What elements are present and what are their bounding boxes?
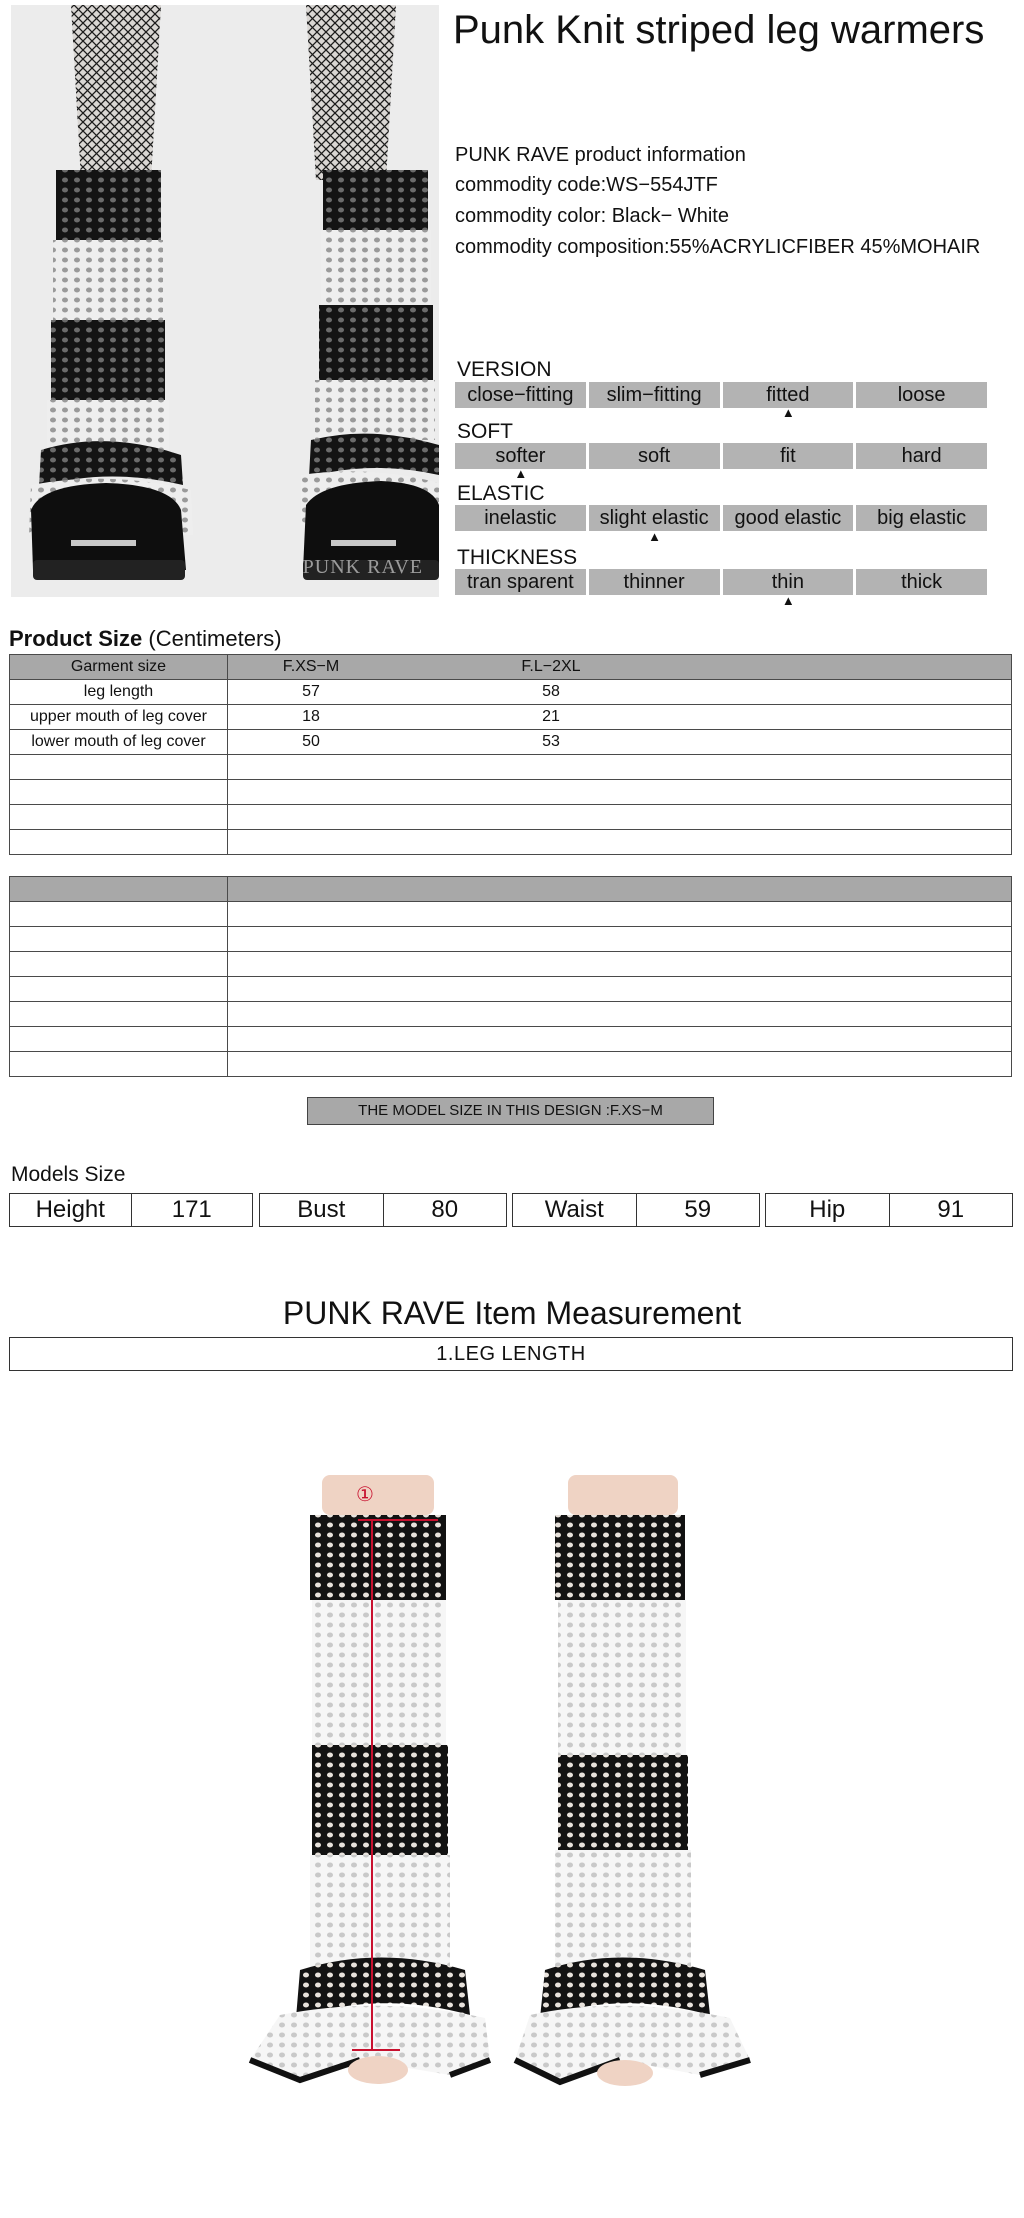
size-table-heading: [9, 626, 282, 652]
size-header: F.XS−M: [282, 658, 340, 675]
model-measure-value: 80: [383, 1194, 507, 1226]
watermark: PUNK RAVE: [302, 556, 423, 578]
scale-version: [455, 382, 987, 408]
commodity-composition: 55%ACRYLICFIBER 45%MOHAIR: [669, 236, 981, 258]
models-size-heading: Models Size: [11, 1163, 126, 1186]
scale-option: soft: [589, 443, 720, 469]
scale-option: softer: [455, 443, 586, 469]
commodity-code-label: commodity code:: [455, 174, 607, 196]
scale-option: tran sparent: [455, 569, 586, 595]
model-bust: [259, 1193, 507, 1227]
table-row-empty: [10, 977, 1012, 1002]
table-row-empty: [10, 952, 1012, 977]
model-hip: [765, 1193, 1013, 1227]
table-header-row: [10, 655, 1012, 680]
size-heading-unit: (Centimeters): [148, 626, 282, 651]
table-row-empty: [10, 902, 1012, 927]
commodity-color: Black− White: [611, 205, 729, 227]
scale-option: good elastic: [723, 505, 854, 531]
measurement-heading: PUNK RAVE Item Measurement: [282, 1295, 742, 1331]
scale-option: loose: [856, 382, 987, 408]
scale-title-elastic: ELASTIC: [457, 482, 545, 505]
cell-value: 18: [302, 708, 320, 725]
row-name: leg length: [10, 680, 228, 705]
cell-value: 58: [542, 683, 560, 700]
cell-value: 53: [542, 733, 560, 750]
model-measure-label: Waist: [544, 1196, 604, 1223]
commodity-composition-line: [455, 236, 980, 259]
table-row: [10, 705, 1012, 730]
selection-marker-icon: ▲: [514, 466, 528, 481]
scale-thickness: [455, 569, 987, 595]
model-size-note: THE MODEL SIZE IN THIS DESIGN :F.XS−M: [307, 1097, 714, 1125]
measurement-item: 1.LEG LENGTH: [9, 1337, 1013, 1371]
info-header: PUNK RAVE product information: [455, 144, 746, 166]
commodity-color-line: [455, 205, 729, 228]
commodity-composition-label: commodity composition:: [455, 236, 670, 258]
commodity-code: WS−554JTF: [606, 174, 718, 196]
model-measure-label: Bust: [297, 1196, 346, 1223]
size-table: [9, 654, 1012, 855]
table-row: [10, 730, 1012, 755]
commodity-color-label: commodity color:: [455, 205, 607, 227]
scale-title-soft: SOFT: [457, 420, 513, 443]
product-title: Punk Knit striped leg warmers: [453, 8, 985, 52]
col-header: Garment size: [10, 655, 228, 680]
table-row-empty: [10, 1027, 1012, 1052]
cell-value: 50: [302, 733, 320, 750]
table-row-empty: [10, 927, 1012, 952]
cell-value: 57: [302, 683, 320, 700]
table-row-empty: [10, 1052, 1012, 1077]
measure-marker-number: ①: [356, 1484, 374, 1506]
table-row-empty: [10, 805, 1012, 830]
leg-warmers-flat-photo: [240, 1470, 780, 2090]
scale-option: big elastic: [856, 505, 987, 531]
selection-marker-icon: ▲: [648, 529, 661, 544]
model-measure-label: Height: [35, 1196, 105, 1223]
selection-marker-icon: ▲: [781, 405, 795, 420]
selection-marker-icon: ▲: [781, 593, 795, 608]
model-measure-label: Hip: [809, 1196, 846, 1223]
scale-option: slight elastic: [589, 505, 720, 531]
table-row-empty: [10, 1002, 1012, 1027]
scale-soft: [455, 443, 987, 469]
scale-title-version: VERSION: [457, 358, 552, 381]
product-photo: [11, 5, 439, 597]
model-height: [9, 1193, 253, 1227]
model-measure-value: 91: [889, 1194, 1013, 1226]
scale-option: hard: [856, 443, 987, 469]
scale-option: fitted: [723, 382, 854, 408]
scale-option: slim−fitting: [589, 382, 720, 408]
table-row-empty: [10, 780, 1012, 805]
table-row-empty: [10, 830, 1012, 855]
scale-option: thinner: [589, 569, 720, 595]
model-measure-value: 171: [131, 1194, 253, 1226]
table-row: [10, 680, 1012, 705]
model-waist: [512, 1193, 760, 1227]
table-row-empty: [10, 755, 1012, 780]
row-name: lower mouth of leg cover: [10, 730, 228, 755]
scale-option: close−fitting: [455, 382, 586, 408]
size-header: F.L−2XL: [521, 658, 581, 675]
cell-value: 21: [542, 708, 560, 725]
size-heading-bold: Product Size: [9, 626, 143, 651]
empty-size-table: [9, 876, 1012, 1077]
leg-warmers-photo: [11, 5, 439, 597]
scale-title-thickness: THICKNESS: [457, 546, 578, 569]
scale-option: inelastic: [455, 505, 586, 531]
measurement-photo: [240, 1470, 780, 2090]
commodity-code-line: [455, 174, 718, 197]
row-name: upper mouth of leg cover: [10, 705, 228, 730]
model-measure-value: 59: [636, 1194, 760, 1226]
scale-option: thin: [723, 569, 854, 595]
scale-option: thick: [856, 569, 987, 595]
table-header-row: [10, 877, 1012, 902]
scale-elastic: [455, 505, 987, 531]
scale-option: fit: [723, 443, 854, 469]
